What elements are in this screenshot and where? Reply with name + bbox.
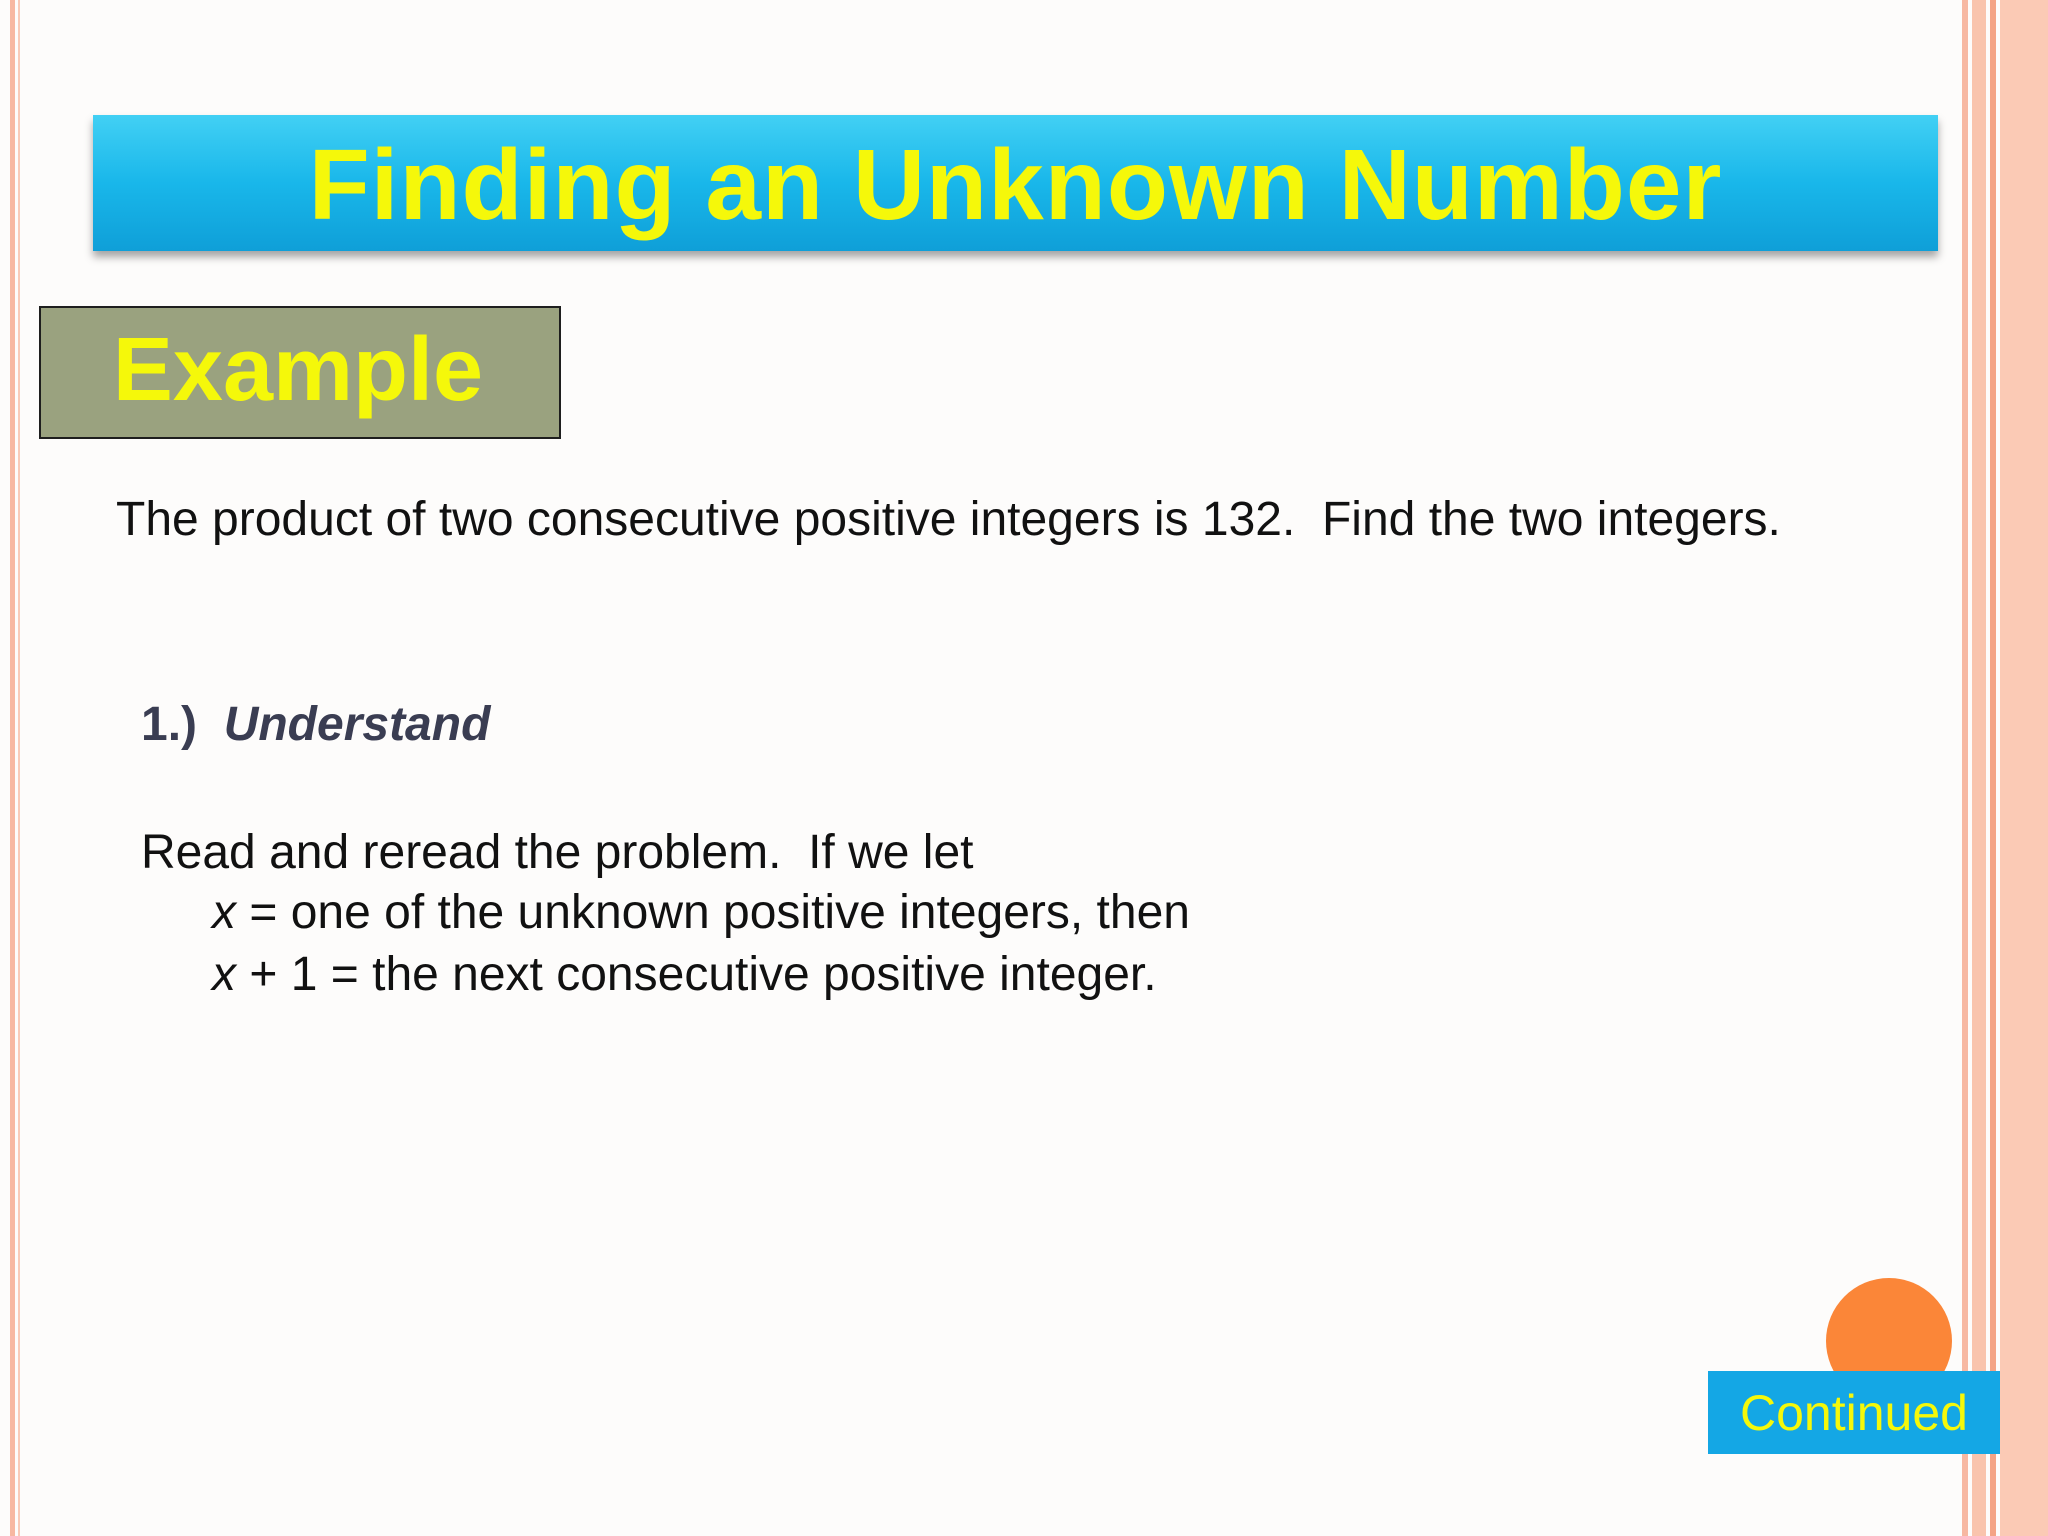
right-border-stripe [1990,0,1996,1536]
step-heading [141,697,490,752]
example-label-box [39,306,561,439]
definition-x-text: = one of the unknown positive integers, then [236,886,1190,939]
title-banner [93,115,1938,251]
left-border-stripe [10,0,15,1536]
example-label: Example [112,320,484,420]
body-line-definition-x-plus-1 [212,947,1157,1002]
variable-x: x [212,948,236,1001]
continued-button[interactable] [1708,1371,2000,1454]
left-border-stripe-thin [18,0,20,1536]
step-number: 1.) [141,698,198,751]
problem-statement: The product of two consecutive positive integers is 132. Find the two integers. [116,493,1781,546]
body-line-definition-x [212,885,1190,940]
right-border-stripe [1972,0,1986,1536]
variable-x: x [212,886,236,939]
slide-title: Finding an Unknown Number [308,128,1723,241]
body-line-read: Read and reread the problem. If we let [141,826,974,879]
step-name: Understand [223,698,491,751]
right-border-stripe [1962,0,1968,1536]
continued-label: Continued [1740,1384,1968,1441]
definition-x-plus-1-text: + 1 = the next consecutive positive integer. [236,948,1157,1001]
right-border-band [2000,0,2048,1536]
